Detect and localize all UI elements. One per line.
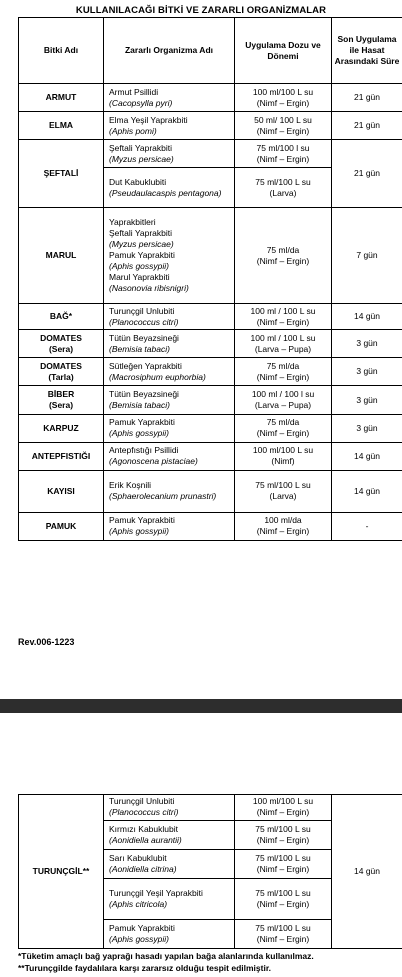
organism-cell: [104, 84, 235, 112]
harvest-interval: 3 gün: [332, 386, 402, 414]
application-stage: (Nimf – Ergin): [256, 316, 310, 327]
application-stage: (Nimf – Ergin): [256, 371, 310, 382]
footnote-vineyard: *Tüketim amaçlı bağ yaprağı hasadı yapılan bağa alanlarında kullanılmaz.: [18, 951, 314, 961]
application-stage: (Larva): [269, 491, 297, 502]
dose-value: 75 ml/100 L su: [255, 176, 311, 187]
scientific-name: (Pseudaulacaspis pentagona): [109, 187, 222, 198]
revision-code: Rev.006-1223: [18, 637, 75, 647]
plant-name-cell: [19, 414, 104, 442]
dose-value: 75 ml/100 L su: [255, 480, 311, 491]
plant-qualifier: (Tarla): [48, 371, 74, 382]
harvest-interval: 3 gün: [332, 414, 402, 442]
application-stage: (Nimf – Ergin): [256, 125, 310, 136]
organism-cell: [104, 470, 235, 512]
dose-value: 75 ml/100 l su: [256, 142, 310, 153]
organism-cell: [104, 442, 235, 470]
organism-name: Şeftali Yaprakbiti: [109, 142, 172, 153]
organism-name: Tütün Beyazsineği: [109, 332, 179, 343]
dose-value: 100 ml/100 L su: [252, 796, 314, 807]
organism-cell: [104, 414, 235, 442]
plant-name: DOMATES: [40, 332, 82, 343]
organism-cell: [104, 386, 235, 414]
document-title: KULLANILACAĞI BİTKİ VE ZARARLI ORGANİZMALAR: [75, 5, 327, 16]
scientific-name: (Planococcus citri): [109, 316, 179, 327]
plant-name: TURUNÇGİL**: [19, 795, 104, 949]
dose-cell: [235, 849, 332, 878]
dose-value: 75 ml/da: [266, 244, 300, 255]
dose-cell: [235, 878, 332, 919]
dose-cell: [235, 386, 332, 414]
dose-cell: [235, 330, 332, 358]
organism-name: Pamuk Yaprakbiti: [109, 250, 175, 261]
harvest-interval: 14 gün: [332, 304, 402, 330]
plant-name: KARPUZ: [43, 422, 79, 433]
scientific-name: (Aphis pomi): [109, 125, 157, 136]
dose-value: 100 ml/da: [264, 515, 302, 526]
table-row: [19, 470, 402, 512]
plant-name: ŞEFTALİ: [43, 168, 79, 179]
dose-cell: [235, 512, 332, 540]
organism-name: Pamuk Yaprakbiti: [109, 923, 175, 934]
organism-name: Antepfıstığı Psillidi: [109, 445, 179, 456]
plant-name-cell: [19, 84, 104, 112]
scientific-name: (Aphis citricola): [109, 898, 168, 909]
plant-name-cell: [19, 386, 104, 414]
scientific-name: (Sphaerolecanium prunastri): [109, 491, 217, 502]
organism-name: Turunçgil Unlubiti: [109, 796, 175, 807]
organism-cell: [104, 304, 235, 330]
organism-cell: [104, 208, 235, 304]
organism-name: Kırmızı Kabuklubit: [109, 823, 178, 834]
dose-cell: [235, 442, 332, 470]
organism-name: Yaprakbitleri: [109, 217, 156, 228]
application-stage: (Nimf – Ergin): [256, 526, 310, 537]
organism-cell: [104, 878, 235, 919]
organism-cell: [104, 358, 235, 386]
scientific-name: (Bemisia tabaci): [109, 343, 170, 354]
application-stage: (Nimf – Ergin): [256, 807, 310, 818]
plant-name-cell: [19, 330, 104, 358]
organism-name: Pamuk Yaprakbiti: [109, 515, 175, 526]
scientific-name: (Aphis gossypii): [109, 261, 169, 272]
footnote-citrus: **Turunçgilde faydalılara karşı zararsız olduğu tespit edilmiştir.: [18, 963, 272, 973]
organism-name: Tütün Beyazsineği: [109, 389, 179, 400]
table-row: [19, 140, 402, 168]
header-plant: Bitki Adı: [19, 18, 104, 84]
table-row: [19, 386, 402, 414]
scientific-name: (Agonoscena pistaciae): [109, 456, 198, 467]
organism-name: Turunçgil Unlubiti: [109, 305, 175, 316]
application-stage: (Nimf – Ergin): [256, 934, 310, 945]
organism-name: Dut Kabuklubiti: [109, 176, 167, 187]
organism-cell: [104, 112, 235, 140]
scientific-name: (Macrosiphum euphorbia): [109, 371, 206, 382]
table-row: [19, 795, 402, 821]
plant-name-cell: [19, 112, 104, 140]
table-row: [19, 414, 402, 442]
dose-cell: [235, 304, 332, 330]
table-row: [19, 304, 402, 330]
citrus-table: [18, 794, 402, 949]
header-organism: Zararlı Organizma Adı: [104, 18, 235, 84]
plant-name-cell: [19, 512, 104, 540]
dose-value: 75 ml/da: [266, 417, 300, 428]
harvest-interval: 21 gün: [332, 140, 402, 208]
organism-cell: [104, 920, 235, 949]
dose-cell: [235, 470, 332, 512]
dose-value: 75 ml/100 L su: [255, 923, 311, 934]
harvest-interval: 3 gün: [332, 358, 402, 386]
application-stage: (Larva): [269, 187, 297, 198]
organism-name: Erik Koşnili: [109, 480, 152, 491]
table-row: [19, 442, 402, 470]
scientific-name: (Cacopsylla pyri): [109, 97, 173, 108]
pest-table: [18, 17, 402, 541]
application-stage: (Larva – Pupa): [254, 343, 312, 354]
scientific-name: (Aonidiella citrina): [109, 863, 177, 874]
dose-value: 100 ml / 100 L su: [250, 332, 316, 343]
plant-qualifier: (Sera): [48, 400, 74, 411]
dose-cell: [235, 208, 332, 304]
harvest-interval: 7 gün: [332, 208, 402, 304]
harvest-interval: -: [332, 512, 402, 540]
application-stage: (Nimf – Ergin): [256, 255, 310, 266]
dose-cell: [235, 112, 332, 140]
page-divider: [0, 699, 402, 713]
header-dose: Uygulama Dozu ve Dönemi: [235, 18, 332, 84]
organism-cell: [104, 795, 235, 821]
harvest-interval: 14 gün: [332, 470, 402, 512]
application-stage: (Nimf – Ergin): [256, 834, 310, 845]
scientific-name: (Aphis gossypii): [109, 428, 169, 439]
plant-name: ANTEPFISTIĞI: [31, 450, 91, 461]
plant-name: ARMUT: [45, 92, 77, 103]
plant-name: PAMUK: [45, 520, 77, 531]
harvest-interval: 14 gün: [332, 442, 402, 470]
organism-cell: [104, 512, 235, 540]
scientific-name: (Aonidiella aurantii): [109, 834, 182, 845]
table-row: [19, 208, 402, 304]
organism-name: Turunçgil Yeşil Yaprakbiti: [109, 887, 203, 898]
table-row: [19, 358, 402, 386]
organism-cell: [104, 849, 235, 878]
dose-value: 75 ml/100 L su: [255, 887, 311, 898]
dose-cell: [235, 140, 332, 168]
dose-cell: [235, 358, 332, 386]
organism-name: Pamuk Yaprakbiti: [109, 417, 175, 428]
application-stage: (Nimf – Ergin): [256, 153, 310, 164]
dose-cell: [235, 84, 332, 112]
plant-name: BAĞ*: [49, 311, 73, 322]
scientific-name: (Aphis gossypii): [109, 934, 169, 945]
application-stage: (Nimf): [271, 456, 295, 467]
plant-qualifier: (Sera): [48, 343, 74, 354]
plant-name-cell: [19, 358, 104, 386]
scientific-name: (Nasonovia ribisnigri): [109, 283, 189, 294]
organism-name: Şeftali Yaprakbiti: [109, 228, 172, 239]
harvest-interval: 21 gün: [332, 112, 402, 140]
organism-name: Marul Yaprakbiti: [109, 272, 170, 283]
dose-value: 100 ml / 100 L su: [250, 305, 316, 316]
dose-value: 75 ml/da: [266, 360, 300, 371]
plant-name-cell: [19, 304, 104, 330]
dose-value: 100 ml/100 L su: [252, 445, 314, 456]
dose-value: 75 ml/100 L su: [255, 852, 311, 863]
application-stage: (Nimf – Ergin): [256, 898, 310, 909]
application-stage: (Nimf – Ergin): [256, 97, 310, 108]
table-row: [19, 512, 402, 540]
dose-value: 50 ml/ 100 L su: [254, 114, 312, 125]
organism-cell: [104, 330, 235, 358]
scientific-name: (Aphis gossypii): [109, 526, 169, 537]
scientific-name: (Myzus persicae): [109, 153, 174, 164]
organism-name: Elma Yeşil Yaprakbiti: [109, 114, 188, 125]
scientific-name: (Planococcus citri): [109, 807, 179, 818]
plant-name-cell: [19, 470, 104, 512]
application-stage: (Nimf – Ergin): [256, 428, 310, 439]
organism-cell: [104, 168, 235, 208]
dose-cell: [235, 920, 332, 949]
plant-name: ELMA: [48, 120, 74, 131]
dose-cell: [235, 168, 332, 208]
plant-name-cell: [19, 208, 104, 304]
harvest-interval: 3 gün: [332, 330, 402, 358]
table-row: [19, 84, 402, 112]
scientific-name: (Bemisia tabaci): [109, 400, 170, 411]
organism-cell: [104, 820, 235, 849]
table-row: [19, 330, 402, 358]
dose-value: 75 ml/100 L su: [255, 823, 311, 834]
plant-name: BİBER: [47, 389, 75, 400]
scientific-name: (Myzus persicae): [109, 239, 174, 250]
plant-name: DOMATES: [40, 360, 82, 371]
dose-cell: [235, 795, 332, 821]
dose-cell: [235, 414, 332, 442]
plant-name: MARUL: [45, 250, 77, 261]
organism-name: Sarı Kabuklubit: [109, 852, 167, 863]
organism-name: Armut Psillidi: [109, 86, 159, 97]
plant-name-cell: [19, 442, 104, 470]
organism-cell: [104, 140, 235, 168]
table-row: [19, 112, 402, 140]
harvest-interval: 21 gün: [332, 84, 402, 112]
application-stage: (Larva – Pupa): [254, 400, 312, 411]
application-stage: (Nimf – Ergin): [256, 863, 310, 874]
dose-cell: [235, 820, 332, 849]
plant-name-cell: [19, 140, 104, 208]
organism-name: Sütleğen Yaprakbiti: [109, 360, 182, 371]
plant-name: KAYISI: [47, 485, 75, 496]
header-days: Son Uygulama ile Hasat Arasındaki Süre: [332, 18, 402, 84]
harvest-interval: 14 gün: [332, 795, 402, 949]
dose-value: 100 ml / 100 l su: [251, 389, 315, 400]
dose-value: 100 ml/100 L su: [252, 86, 314, 97]
